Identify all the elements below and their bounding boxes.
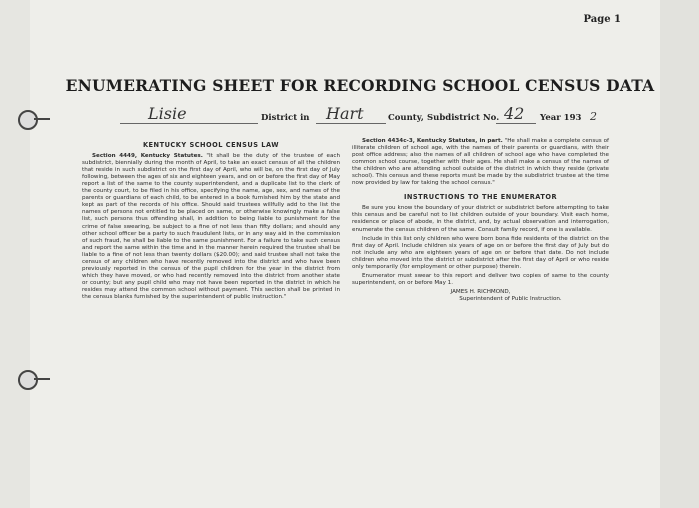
binder-ring-bottom [34,378,50,380]
subdistrict-label: Subdistrict No. [427,113,500,123]
county-underline [316,123,386,124]
page-title: ENUMERATING SHEET FOR RECORDING SCHOOL CENSUS DATA [65,76,655,95]
district-name-handwritten: Lisie [148,104,187,123]
year-label: Year 193 [540,113,582,123]
signature-name: JAMES H. RICHMOND, [450,288,511,295]
section-4434-paragraph [352,138,609,187]
next-page-strip [660,0,699,508]
left-column [82,142,340,303]
section-4449-body: "It shall be the duty of the trustee of each subdistrict, biennially during the month of April, to take an exact census of all the children that reside in such subdistrict on the first day of April, who will be, on the first day of July following, between the ages of six and eighteen years, and on or before the first day of May report a list of the same to the county superintendent, and a duplicate list to the clerk of the county court, to be filed in his office, specifying the name, age, sex, and names of the parents or guardians of each child, to be entered in a book furnished him by the state and kept as part of the records of his office. Should said trustees willfully add to the list the names of persons not entitled to be placed on same, or otherwise knowingly make a false list, such persons thus offending shall, in addition to being liable to punishment for the crime of false swearing, be subject to a fine of not less than fifty dollars; and should any other school officer be a party to such fraudulent lists, or in any way aid in the commission of such fraud, he shall be liable to the same punishment. For a failure to take such census and report the same within the time and in the manner herein required the trustee shall be liable to a fine of not less than twenty dollars ($20.00); and said trustee shall not take the census of any children who have recently removed into the district and who have been previously reported in the census of the pupil children for the year in the district from which they have moved, or who had recently removed into the district from another state or county; but any pupil child who may not have been reported in the district in which he resides may attend the common school without payment. This section shall be printed in the census blanks furnished by the superintendent of public instruction." [82,153,341,300]
instructions-heading: INSTRUCTIONS TO THE ENUMERATOR [403,193,558,202]
county-label: County, [388,113,424,123]
county-name-handwritten: Hart [326,104,364,123]
section-4434-label: Section 4434c-3, Kentucky Statutes, in part. [362,138,503,144]
binder-edge [0,0,30,508]
binder-ring-top [34,118,50,120]
right-column [352,138,609,303]
signature-title: Superintendent of Public Instruction. [459,295,562,302]
subdistrict-number-handwritten: 42 [504,104,525,123]
instruction-paragraph-1: Be sure you know the boundary of your district or subdistrict before attempting to take this census and be careful not to list children outside of your boundary. Visit each home, residence or place of abode, in the district, and, by actual observation and interrogation, enumerate the census children of the same. Consult family record, if one is available. [352,205,609,233]
binder-hole-bottom [18,370,38,390]
page-number: Page 1 [583,14,621,25]
district-in-label: District in [261,113,310,123]
census-law-heading: KENTUCKY SCHOOL CENSUS LAW [142,141,280,149]
district-underline [120,123,258,124]
section-4434-body: "He shall make a complete census of illiterate children of school age, with the names of their parents or guardians, with their post office address; also the names of all children of school age who have completed the common school course, together with their ages. He shall make a census of the names of the children who are attending school outside of the district in which they reside (private school). This census and these reports must be made by the subdistrict trustee at the time now provided by law for taking the school census." [352,138,609,187]
year-digit-handwritten: 2 [590,110,597,123]
header-fill-line [120,103,610,129]
section-4449-label: Section 4449, Kentucky Statutes. [92,153,203,160]
binder-hole-top [18,110,38,130]
subdistrict-underline [496,123,536,124]
instruction-paragraph-2: Include in this list only children who were born bona fide residents of the district on the first day of April. Include children six years of age on or before the first day of July but do not include any who are eighteen years of age on or before that date. Do not include children who moved into the district or subdistrict after the first day of April or who reside only temporarily (for employment or other purpose) therein. [352,235,609,270]
section-4449-paragraph [82,153,340,301]
instruction-paragraph-3: Enumerator must swear to this report and deliver two copies of same to the county superintendent, on or before May 1. [352,272,609,286]
